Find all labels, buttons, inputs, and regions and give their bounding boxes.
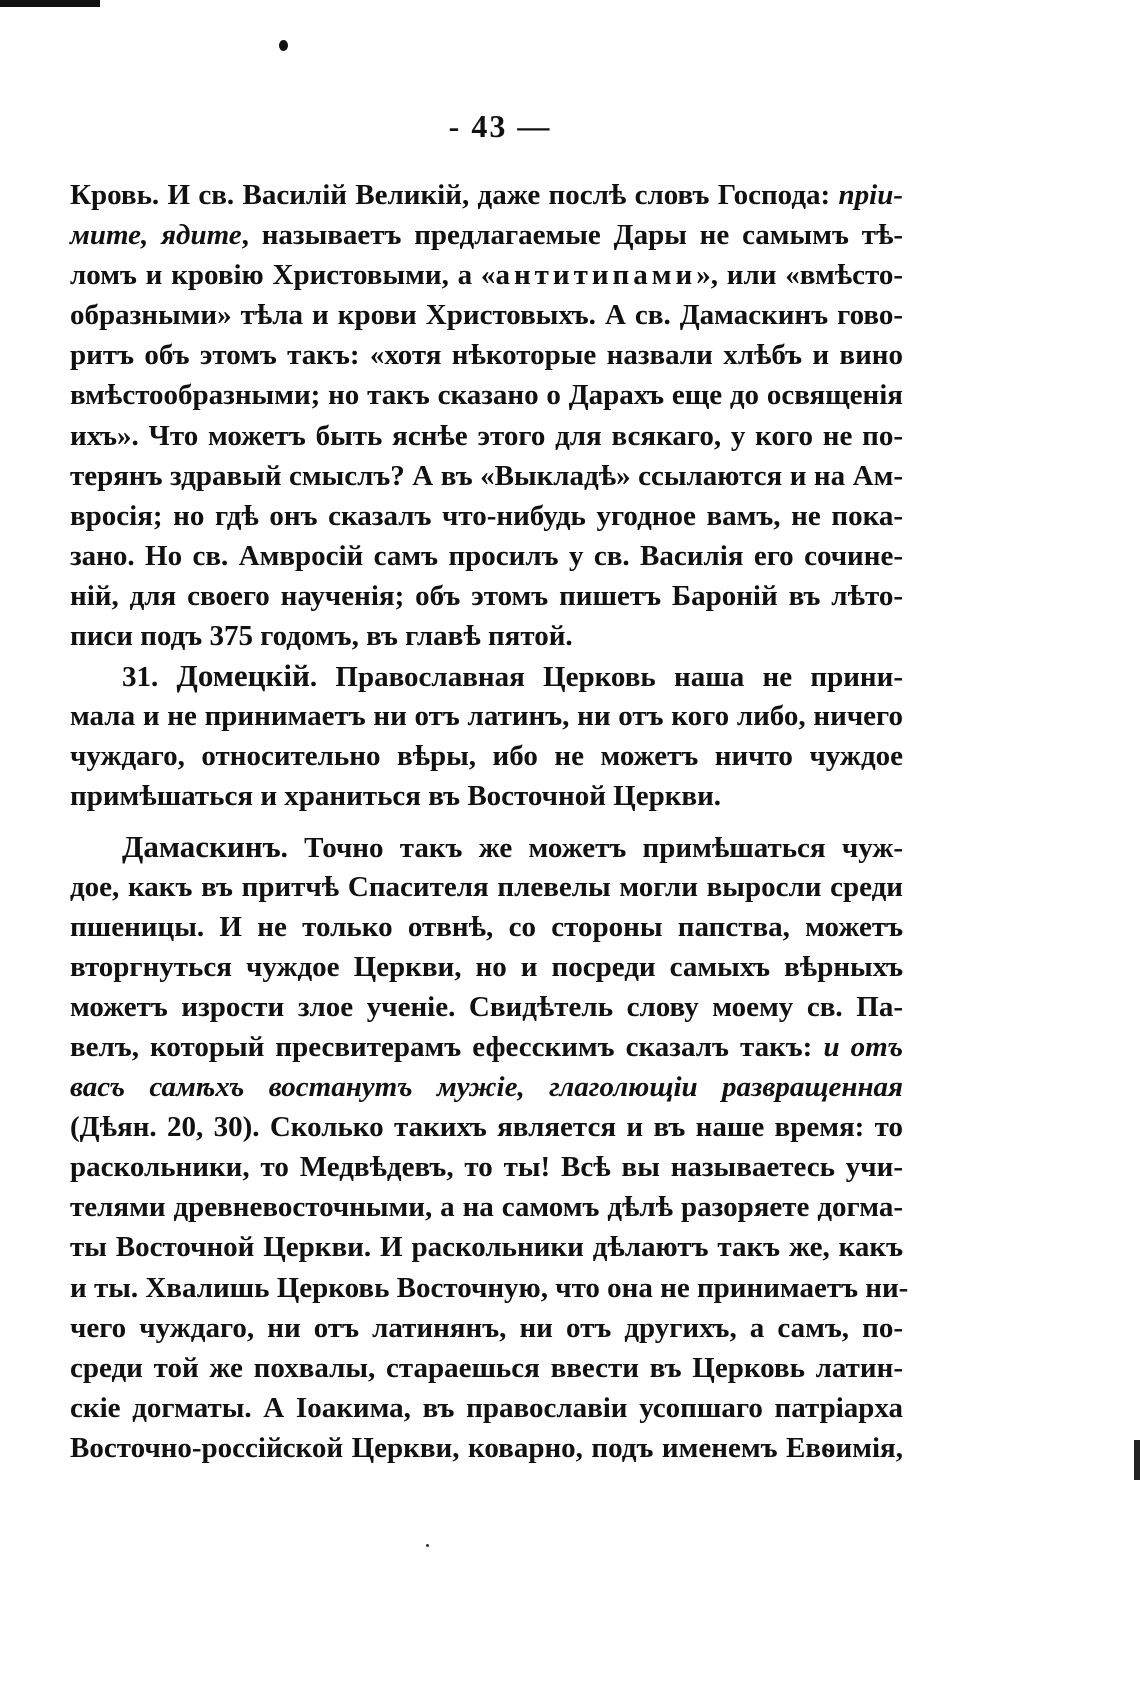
text-line: телями древневосточными, а на самомъ дѣлѣ разоряете догма- <box>70 1191 903 1224</box>
text-run: », или «вмѣсто- <box>696 259 904 292</box>
text-line: ній, для своего наученія; объ этомъ пишетъ Бароній въ лѣто- <box>70 579 903 612</box>
paragraph-number: 31. <box>122 661 177 694</box>
text-run: . Православная Церковь наша не прини- <box>309 661 903 694</box>
text-line: ритъ объ этомъ такъ: «хотя нѣкоторые назвали хлѣбъ и вино <box>70 339 903 372</box>
text-line <box>70 215 903 255</box>
quote-run: и отъ <box>823 1030 903 1063</box>
text-line: писи подъ 375 годомъ, въ главѣ пятой. <box>70 620 573 653</box>
text-line <box>70 255 903 295</box>
text-line: вросія; но гдѣ онъ сказалъ что-нибудь угодное вамъ, не пока- <box>70 499 903 532</box>
text-line: раскольники, то Медвѣдевъ, то ты! Всѣ вы называетесь учи- <box>70 1151 903 1184</box>
text-line: скіе догматы. А Іоакима, въ православіи усопшаго патріарха <box>70 1391 903 1424</box>
text-line: среди той же похвалы, стараешься ввести въ Церковь латин- <box>70 1351 903 1384</box>
scan-edge-mark <box>0 0 100 7</box>
text-line: чуждаго, относительно вѣры, ибо не можетъ ничто чуждое <box>70 740 903 773</box>
text-line: дое, какъ въ притчѣ Спасителя плевелы могли выросли среди <box>70 870 903 903</box>
page-body <box>70 175 909 1468</box>
text-line: чего чуждаго, ни отъ латинянъ, ни отъ другихъ, а самъ, по- <box>70 1311 903 1344</box>
spaced-term: антитипами <box>495 259 697 292</box>
text-line: пшеницы. И не только отвнѣ, со стороны папства, можетъ <box>70 910 903 943</box>
scan-edge-mark-right <box>1134 1440 1140 1480</box>
text-line: мала и не принимаетъ ни отъ латинъ, ни отъ кого либо, ничего <box>70 700 903 733</box>
text-line: ты Восточной Церкви. И раскольники дѣлаютъ такъ же, какъ <box>70 1231 903 1264</box>
text-line: можетъ изрости злое ученіе. Свидѣтель слову моему св. Па- <box>70 990 903 1023</box>
quote-run: пріи- <box>838 179 903 211</box>
ink-speck <box>426 1544 429 1547</box>
text-line: (Дѣян. 20, 30). Сколько такихъ является и въ наше время: то <box>70 1111 903 1144</box>
text-line: образными» тѣла и крови Христовыхъ. А св. Дамаскинъ гово- <box>70 299 903 332</box>
speaker-name: Домецкій <box>176 658 310 694</box>
text-run: Кровь. И св. Василій Великій, даже послѣ словъ Господа: <box>70 179 839 211</box>
text-run: ломъ и кровію Христовыми, а « <box>70 259 496 292</box>
quote-run: мите, ядите <box>70 219 242 252</box>
text-line: зано. Но св. Амвросій самъ просилъ у св. Василія его сочине- <box>70 539 903 572</box>
text-line: ихъ». Что можетъ быть яснѣе этого для всякаго, у кого не по- <box>70 419 903 452</box>
text-line: примѣшаться и храниться въ Восточной Церкви. <box>70 780 722 813</box>
text-run: , называетъ предлагаемые Дары не самымъ тѣ- <box>241 219 903 252</box>
text-line <box>70 175 903 215</box>
page-number: - 43 — <box>448 108 552 144</box>
text-run: . Точно такъ же можетъ примѣшаться чуж- <box>280 831 903 864</box>
text-line <box>70 1027 903 1067</box>
text-line: Восточно-россійской Церкви, коварно, подъ именемъ Евѳимія, <box>70 1431 903 1464</box>
text-line: и ты. Хвалишь Церковь Восточную, что она не принимаетъ ни- <box>70 1271 909 1304</box>
speaker-name: Дамаскинъ <box>122 828 281 864</box>
text-line: вмѣстообразными; но такъ сказано о Дарахъ еще до освященія <box>70 379 903 412</box>
text-line: терянъ здравый смыслъ? А въ «Выкладѣ» ссылаются и на Ам- <box>70 459 903 492</box>
text-line: васъ самѣхъ востанутъ мужіе, глаголющіи развращенная <box>70 1071 903 1104</box>
text-line: вторгнуться чуждое Церкви, но и посреди самыхъ вѣрныхъ <box>70 950 903 983</box>
text-line <box>70 656 903 696</box>
text-line <box>70 827 903 867</box>
text-run: велъ, который пресвитерамъ ефесскимъ сказалъ такъ: <box>70 1030 824 1063</box>
ink-dot <box>279 40 288 51</box>
